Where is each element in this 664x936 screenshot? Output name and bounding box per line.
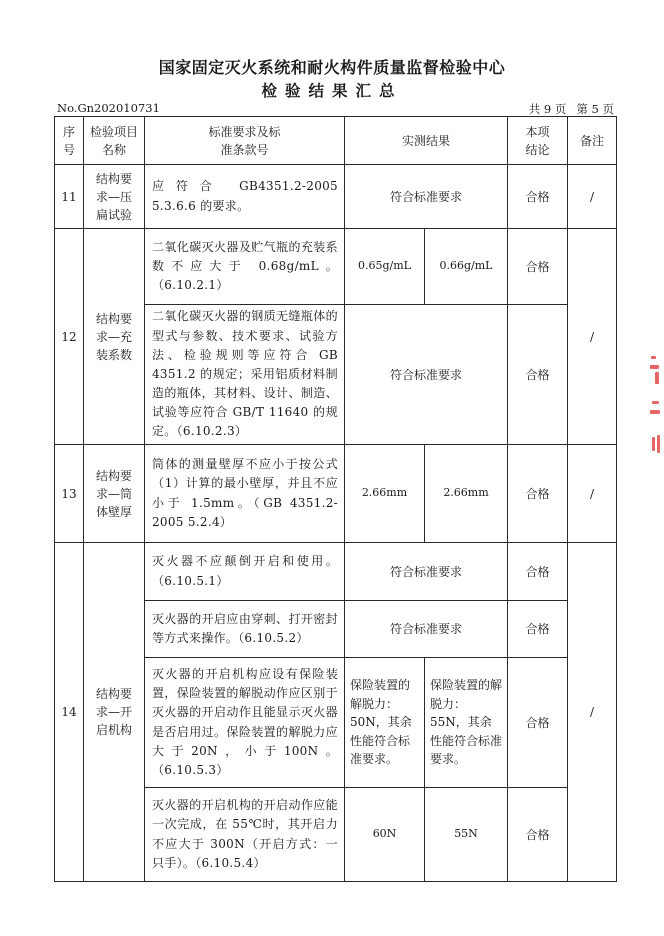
- row14a-requirement: [145, 543, 344, 600]
- row14b-conclusion-text: 合格: [525, 622, 550, 636]
- header-result-text: 实测结果: [401, 133, 450, 148]
- row13-conclusion: [508, 445, 567, 542]
- row14-remark-text: /: [589, 705, 595, 719]
- header-standard: [145, 117, 344, 164]
- row11-item: [84, 165, 144, 228]
- row11-conclusion: [508, 165, 567, 228]
- row14-item: [84, 543, 144, 881]
- row12b-requirement-text: 二氧化碳灭火器的钢质无缝瓶体的型式与参数、技术要求、试验方法、检验规则等应符合 GB 4351.2 的规定；采用铝质材料制造的瓶体，其材料、设计、制造、试验等应符合 GB/T 11640 的规定。（6.10.2.3）: [152, 309, 338, 439]
- row14d-result2: [425, 788, 507, 881]
- row13-item-text: 结构要求—筒体壁厚: [95, 468, 132, 519]
- row14-item-text: 结构要求—开启机构: [95, 687, 132, 737]
- row14d-conclusion-text: 合格: [525, 827, 550, 842]
- row14d-result1-text: 60N: [372, 827, 397, 841]
- row14-remark: [568, 543, 616, 881]
- row13-remark-text: /: [589, 486, 595, 501]
- row11-result-text: 符合标准要求: [389, 189, 462, 204]
- row13-conclusion-text: 合格: [525, 486, 550, 501]
- row14d-requirement-text: 灭火器的开启机构的开启动作应能一次完成，在 55℃时，其开启力不应大于 300N（开启方式：一只手）。（6.10.5.4）: [152, 798, 338, 870]
- header-conclusion-text: 本项结论: [525, 124, 550, 157]
- row13-result2-text: 2.66mm: [443, 486, 489, 500]
- header-remark-text: 备注: [579, 133, 604, 148]
- total-pages: 共 9 页: [528, 102, 567, 116]
- row14a-result-text: 符合标准要求: [389, 564, 462, 579]
- header-conclusion: [508, 117, 567, 164]
- row13-remark: [568, 445, 616, 542]
- seal-mark: [657, 435, 660, 453]
- row12a-result2-text: 0.66g/mL: [439, 259, 493, 273]
- row11-item-text: 结构要求—压扁试验: [95, 171, 132, 222]
- row14a-conclusion-text: 合格: [525, 564, 550, 579]
- row14c-result2-text: 保险装置的解脱力：55N，其余性能符合标准要求。: [430, 678, 503, 767]
- row12-remark-text: /: [589, 329, 595, 344]
- row11-requirement-text: 应符合 GB4351.2-2005 5.3.6.6 的要求。: [152, 179, 338, 213]
- header-result: [345, 117, 507, 164]
- row12a-conclusion: [508, 229, 567, 304]
- row12-item-text: 结构要求—充装系数: [95, 311, 132, 362]
- row12b-requirement: [145, 305, 344, 444]
- row14b-result: [345, 601, 507, 657]
- seal-mark: [651, 356, 656, 359]
- row12b-conclusion-text: 合格: [525, 367, 550, 382]
- header-seq: [55, 117, 83, 164]
- row13-item: [84, 445, 144, 542]
- row12a-conclusion-text: 合格: [525, 259, 550, 274]
- row13-result1-text: 2.66mm: [361, 486, 408, 500]
- row14a-result: [345, 543, 507, 600]
- header-seq-text: 序号: [62, 124, 75, 157]
- row12a-result2: [425, 229, 507, 304]
- seal-mark: [650, 365, 659, 369]
- table-border: [616, 116, 617, 882]
- row11-requirement: [145, 165, 344, 228]
- row12b-result-text: 符合标准要求: [389, 367, 462, 382]
- row14d-result1: [345, 788, 424, 881]
- row13-result1: [345, 445, 424, 542]
- row12-seq: [55, 229, 83, 444]
- seal-mark: [652, 401, 659, 404]
- row14c-requirement-text: 灭火器的开启机构应设有保险装置，保险装置的解脱动作应区别于灭火器的开启动作且能显示灭火器是否启用过。保险装置的解脱力应大于20N，小于100N。（6.10.5.3）: [152, 666, 338, 777]
- report-subtitle: 检验结果汇总: [261, 81, 403, 100]
- row12b-conclusion: [508, 305, 567, 444]
- row14d-conclusion: [508, 788, 567, 881]
- row14a-conclusion: [508, 543, 567, 600]
- row11-seq-text: 11: [61, 189, 77, 204]
- row13-requirement-text: 筒体的测量壁厚不应小于按公式（1）计算的最小壁厚，并且不应小于 1.5mm。（GB 4351.2-2005 5.2.4）: [152, 457, 338, 529]
- row12-remark: [568, 229, 616, 444]
- current-page: 第 5 页: [576, 102, 614, 116]
- row14a-requirement-text: 灭火器不应颠倒开启和使用。（6.10.5.1）: [152, 554, 338, 588]
- table-border: [54, 881, 617, 882]
- row14d-requirement: [145, 788, 344, 881]
- row11-result: [345, 165, 507, 228]
- row14c-conclusion: [508, 658, 567, 787]
- row14c-result1: [345, 658, 424, 787]
- org-title: 国家固定灭火系统和耐火构件质量监督检验中心: [158, 58, 506, 77]
- row14b-conclusion: [508, 601, 567, 657]
- row11-conclusion-text: 合格: [525, 189, 550, 204]
- page-indicator: [529, 101, 614, 117]
- seal-mark: [655, 372, 659, 384]
- row11-remark-text: /: [589, 189, 595, 204]
- row13-result2: [425, 445, 507, 542]
- header-item: [84, 117, 144, 164]
- row14c-conclusion-text: 合格: [525, 715, 550, 730]
- seal-mark: [650, 410, 660, 414]
- row14-seq-text: 14: [61, 705, 77, 719]
- row11-seq: [55, 165, 83, 228]
- row13-seq: [55, 445, 83, 542]
- row14c-result1-text: 保险装置的解脱力：50N，其余性能符合标准要求。: [350, 678, 412, 767]
- row14b-result-text: 符合标准要求: [389, 622, 462, 636]
- row12a-result1: [345, 229, 424, 304]
- row12a-requirement: [145, 229, 344, 304]
- header-remark: [568, 117, 616, 164]
- row13-seq-text: 13: [61, 486, 77, 501]
- report-number: No.Gn202010731: [57, 101, 160, 115]
- row12a-result1-text: 0.65g/mL: [358, 259, 411, 273]
- header-standard-text: 标准要求及标准条款号: [208, 124, 281, 157]
- seal-mark: [652, 437, 655, 451]
- row12-item: [84, 229, 144, 444]
- header-item-text: 检验项目名称: [89, 124, 138, 157]
- row12a-requirement-text: 二氧化碳灭火器及贮气瓶的充装系数不应大于 0.68g/mL。（6.10.2.1）: [152, 239, 338, 293]
- row13-requirement: [145, 445, 344, 542]
- row14c-result2: [425, 658, 507, 787]
- row14c-requirement: [145, 658, 344, 787]
- row14-seq: [55, 543, 83, 881]
- results-table: [54, 116, 617, 882]
- row14b-requirement: [145, 601, 344, 657]
- row14d-result2-text: 55N: [454, 827, 478, 841]
- row14b-requirement-text: 灭火器的开启应由穿刺、打开密封等方式来操作。（6.10.5.2）: [152, 611, 338, 645]
- row12-seq-text: 12: [61, 329, 77, 344]
- row11-remark: [568, 165, 616, 228]
- row12b-result: [345, 305, 507, 444]
